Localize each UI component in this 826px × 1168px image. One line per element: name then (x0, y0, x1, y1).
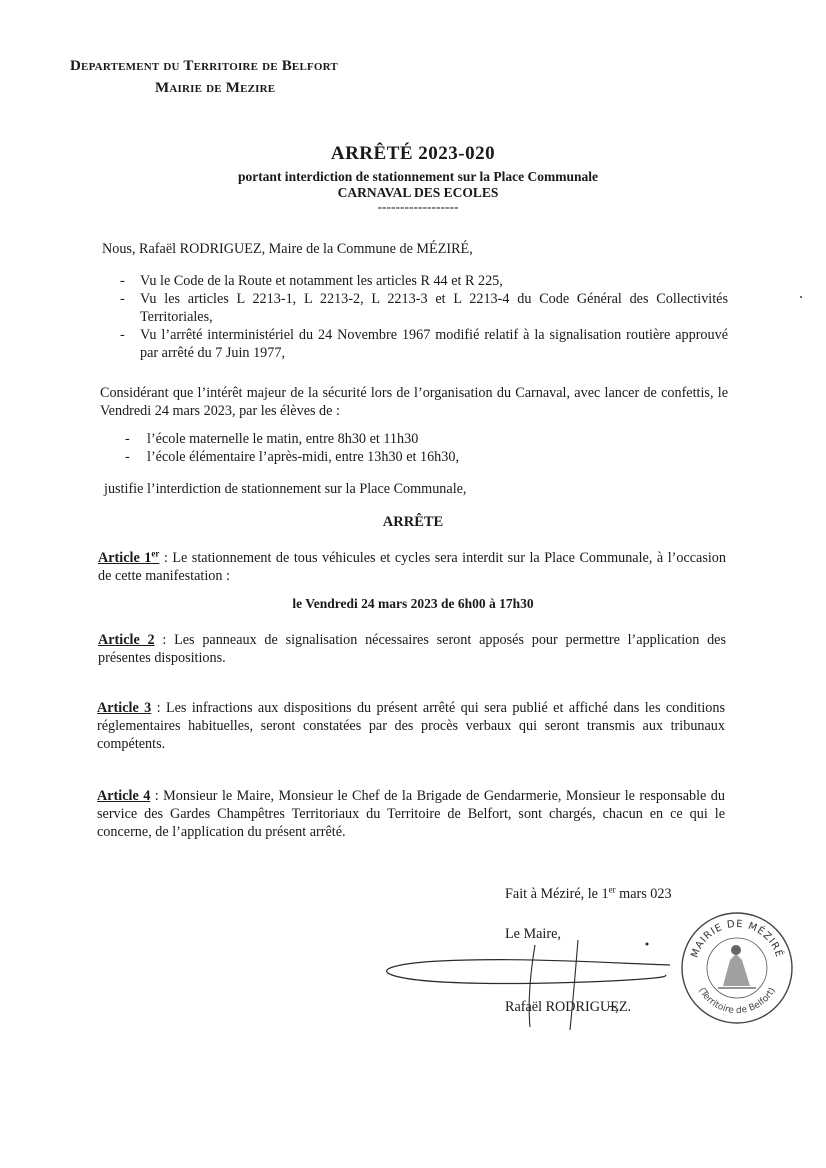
article-4: Article 4 : Monsieur le Maire, Monsieur le Chef de la Brigade de Gendarmerie, Monsieur le responsable du service des Gardes Champêtres Territoriaux du Territoire de Belfort, sont chargés, chacun en ce qui le concerne, de l’application du présent arrêté. (97, 788, 725, 840)
event-name: CARNAVAL DES ECOLES (337, 185, 499, 200)
bullet-dash: - (120, 327, 125, 343)
svg-text:(Territoire de Belfort) (696, 986, 778, 1016)
article-1-label: Article 1er (98, 548, 160, 566)
bullet-dash: - (125, 449, 130, 465)
intro-line: Nous, Rafaël RODRIGUEZ, Maire de la Commune de MÉZIRÉ, (102, 241, 473, 257)
school-item: - l’école maternelle le matin, entre 8h30 et 11h30 (125, 431, 419, 447)
article-2: Article 2 : Les panneaux de signalisation nécessaires seront apposés pour permettre l’application des présentes dispositions. (98, 632, 726, 666)
article-3: Article 3 : Les infractions aux dispositions du présent arrêté qui sera publié et affiché dans les conditions réglementaires habituelles, seront constatées par des procès verbaux qui seront transmis aux tribunaux compétents. (97, 700, 725, 752)
mairie-stamp (678, 908, 796, 1026)
visa-item: - Vu les articles L 2213-1, L 2213-2, L 2213-3 et L 2213-4 du Code Général des Collectivités Territoriales, (120, 291, 728, 325)
stamp-top-text: MAIRIE DE MÉZIRÉ (689, 918, 785, 960)
signature-scribble (380, 935, 680, 1035)
title-separator: ------------------ (377, 199, 459, 214)
department-header: Departement du Territoire de Belfort (70, 58, 338, 74)
article-1: Article 1er : Le stationnement de tous véhicules et cycles sera interdit sur la Place Communale, à l’occasion de cette manifestation : (98, 548, 726, 584)
bullet-dash: - (125, 431, 130, 447)
school-item: - l’école élémentaire l’après-midi, entre 13h30 et 16h30, (125, 449, 460, 465)
mairie-header: Mairie de Mezire (155, 80, 276, 96)
bullet-dash: - (120, 291, 125, 307)
decree-subtitle: portant interdiction de stationnement sur la Place Communale (237, 169, 599, 184)
visas-list (120, 272, 728, 362)
bullet-dash: - (120, 273, 125, 289)
visa-item: - Vu l’arrêté interministériel du 24 Novembre 1967 modifié relatif à la signalisation routière approuvé par arrêté du 7 Juin 1977, (120, 327, 728, 361)
article-2-label: Article 2 (98, 632, 155, 648)
visa-item: - Vu le Code de la Route et notamment les articles R 44 et R 225, (120, 273, 503, 289)
schools-list (125, 430, 725, 466)
fait-a-line: Fait à Méziré, le 1er mars 023 (505, 884, 672, 902)
considerant-paragraph: Considérant que l’intérêt majeur de la sécurité lors de l’organisation du Carnaval, avec lancer de confettis, le Vendredi 24 mars 2023, par les élèves de : (100, 385, 728, 419)
article-1-date: le Vendredi 24 mars 2023 de 6h00 à 17h30 (292, 596, 534, 611)
signatory-role: Le Maire, (505, 926, 561, 942)
article-3-label: Article 3 (97, 700, 152, 716)
arrete-heading: ARRÊTE (382, 514, 444, 530)
decree-title: ARRÊTÉ 2023-020 (330, 143, 496, 164)
signatory-name: Rafaël RODRIGUEZ. (505, 999, 632, 1015)
article-4-label: Article 4 (97, 788, 151, 804)
justifie-line: justifie l’interdiction de stationnement sur la Place Communale, (104, 481, 467, 497)
stamp-bottom-text: (Territoire de Belfort) (696, 986, 778, 1017)
scan-speck (800, 296, 802, 298)
